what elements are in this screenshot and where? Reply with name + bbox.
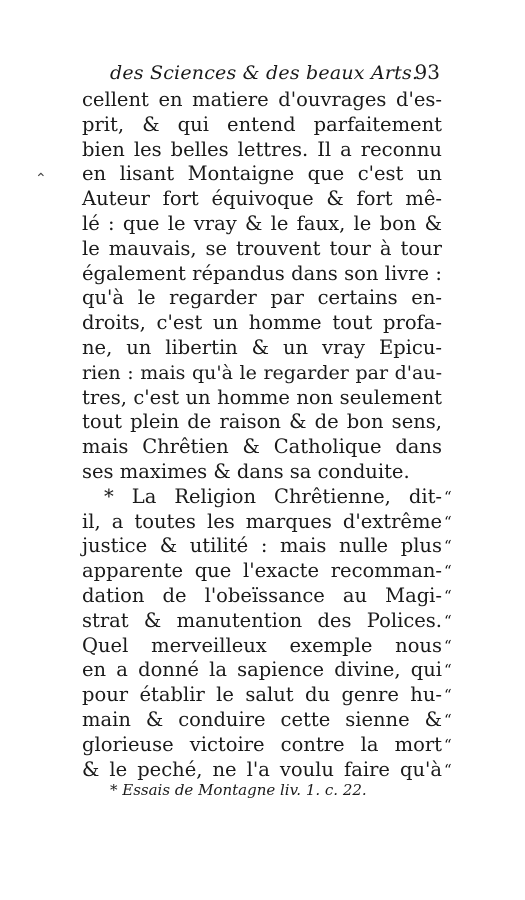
text-line-content: & le peché, ne l'a voulu faire qu'à — [82, 757, 442, 781]
text-line-content: qu'à le regarder par certains en- — [82, 286, 442, 310]
text-line-content: ses maximes & dans sa conduite. — [82, 459, 410, 483]
text-line — [82, 138, 442, 163]
text-line — [82, 336, 442, 361]
quote-mark: “ — [444, 735, 452, 754]
text-line — [82, 633, 452, 659]
text-line-content: il, a toutes les marques d'extrême — [82, 509, 442, 533]
text-line — [82, 361, 442, 386]
quote-mark: “ — [444, 686, 452, 705]
text-line-content: lé : que le vray & le faux, le bon & — [82, 211, 442, 235]
quote-mark: “ — [444, 586, 452, 605]
text-line — [82, 386, 442, 411]
text-line — [82, 732, 452, 758]
text-line — [82, 113, 442, 138]
quote-mark: “ — [444, 636, 452, 655]
footnote: * Essais de Montagne liv. 1. c. 22. — [110, 781, 367, 799]
text-line — [82, 262, 442, 287]
margin-mark: ⌃ — [35, 171, 47, 187]
text-line-content: apparente que l'exacte recomman- — [82, 559, 442, 583]
text-line — [82, 683, 452, 708]
text-line-content: justice & utilité : mais nulle plus — [82, 534, 442, 558]
page-header — [110, 62, 440, 88]
text-line-content: * La Religion Chrêtienne, dit- — [104, 484, 442, 508]
quote-mark: “ — [444, 710, 452, 729]
quote-mark: “ — [444, 661, 452, 680]
text-line — [82, 658, 452, 683]
text-line-content: glorieuse victoire contre la mort — [82, 732, 442, 756]
text-line — [82, 583, 452, 609]
quote-mark: “ — [444, 537, 452, 556]
text-line-content: main & conduire cette sienne & — [82, 707, 442, 731]
quote-mark: “ — [444, 512, 452, 531]
text-line-content: mais Chrêtien & Catholique dans — [82, 435, 442, 459]
text-line-content: tout plein de raison & de bon sens, — [82, 410, 442, 434]
text-line-content: également répandus dans son livre : — [82, 261, 442, 285]
text-line-content: le mauvais, se trouvent tour à tour — [82, 236, 442, 260]
text-line — [82, 509, 452, 535]
text-line — [82, 484, 452, 510]
text-line-content: bien les belles lettres. Il a reconnu — [82, 137, 442, 161]
running-head: des Sciences & des beaux Arts. — [110, 62, 419, 84]
text-line — [82, 707, 452, 733]
text-line — [82, 460, 442, 485]
text-line-content: rien : mais qu'à le regarder par d'au- — [82, 361, 442, 384]
text-line-content: pour établir le salut du genre hu- — [82, 683, 442, 707]
text-line — [82, 212, 442, 237]
text-line-content: droits, c'est un homme tout profa- — [82, 311, 442, 335]
text-line-content: strat & manutention des Polices. — [82, 608, 442, 632]
text-line — [82, 187, 442, 212]
text-line — [82, 311, 442, 336]
text-line-content: Quel merveilleux exemple nous — [82, 633, 442, 657]
text-line-content: cellent en matiere d'ouvrages d'es- — [82, 88, 442, 111]
text-line — [82, 88, 442, 113]
text-line-content: Auteur fort équivoque & fort mê- — [82, 187, 442, 211]
text-line — [82, 757, 452, 783]
quote-mark: “ — [444, 562, 452, 581]
text-line — [82, 559, 452, 584]
text-line-content: en a donné la sapience divine, qui — [82, 658, 442, 682]
text-line — [82, 608, 452, 634]
text-line-content: en lisant Montaigne que c'est un — [82, 162, 442, 186]
text-line — [82, 435, 442, 460]
text-line — [82, 534, 452, 559]
quote-mark: “ — [444, 611, 452, 630]
page-number: 93 — [414, 60, 440, 84]
text-line — [82, 410, 442, 435]
text-line — [82, 286, 442, 311]
body-text — [82, 88, 452, 782]
text-line — [82, 162, 442, 187]
quote-mark: “ — [444, 760, 452, 779]
text-line-content: ne, un libertin & un vray Epicu- — [82, 335, 442, 359]
text-line-content: prit, & qui entend parfaitement — [82, 112, 442, 136]
text-line-content: dation de l'obeïssance au Magi- — [82, 583, 442, 607]
text-line — [82, 237, 442, 262]
text-line-content: tres, c'est un homme non seulement — [82, 385, 442, 409]
quote-mark: “ — [444, 487, 452, 506]
